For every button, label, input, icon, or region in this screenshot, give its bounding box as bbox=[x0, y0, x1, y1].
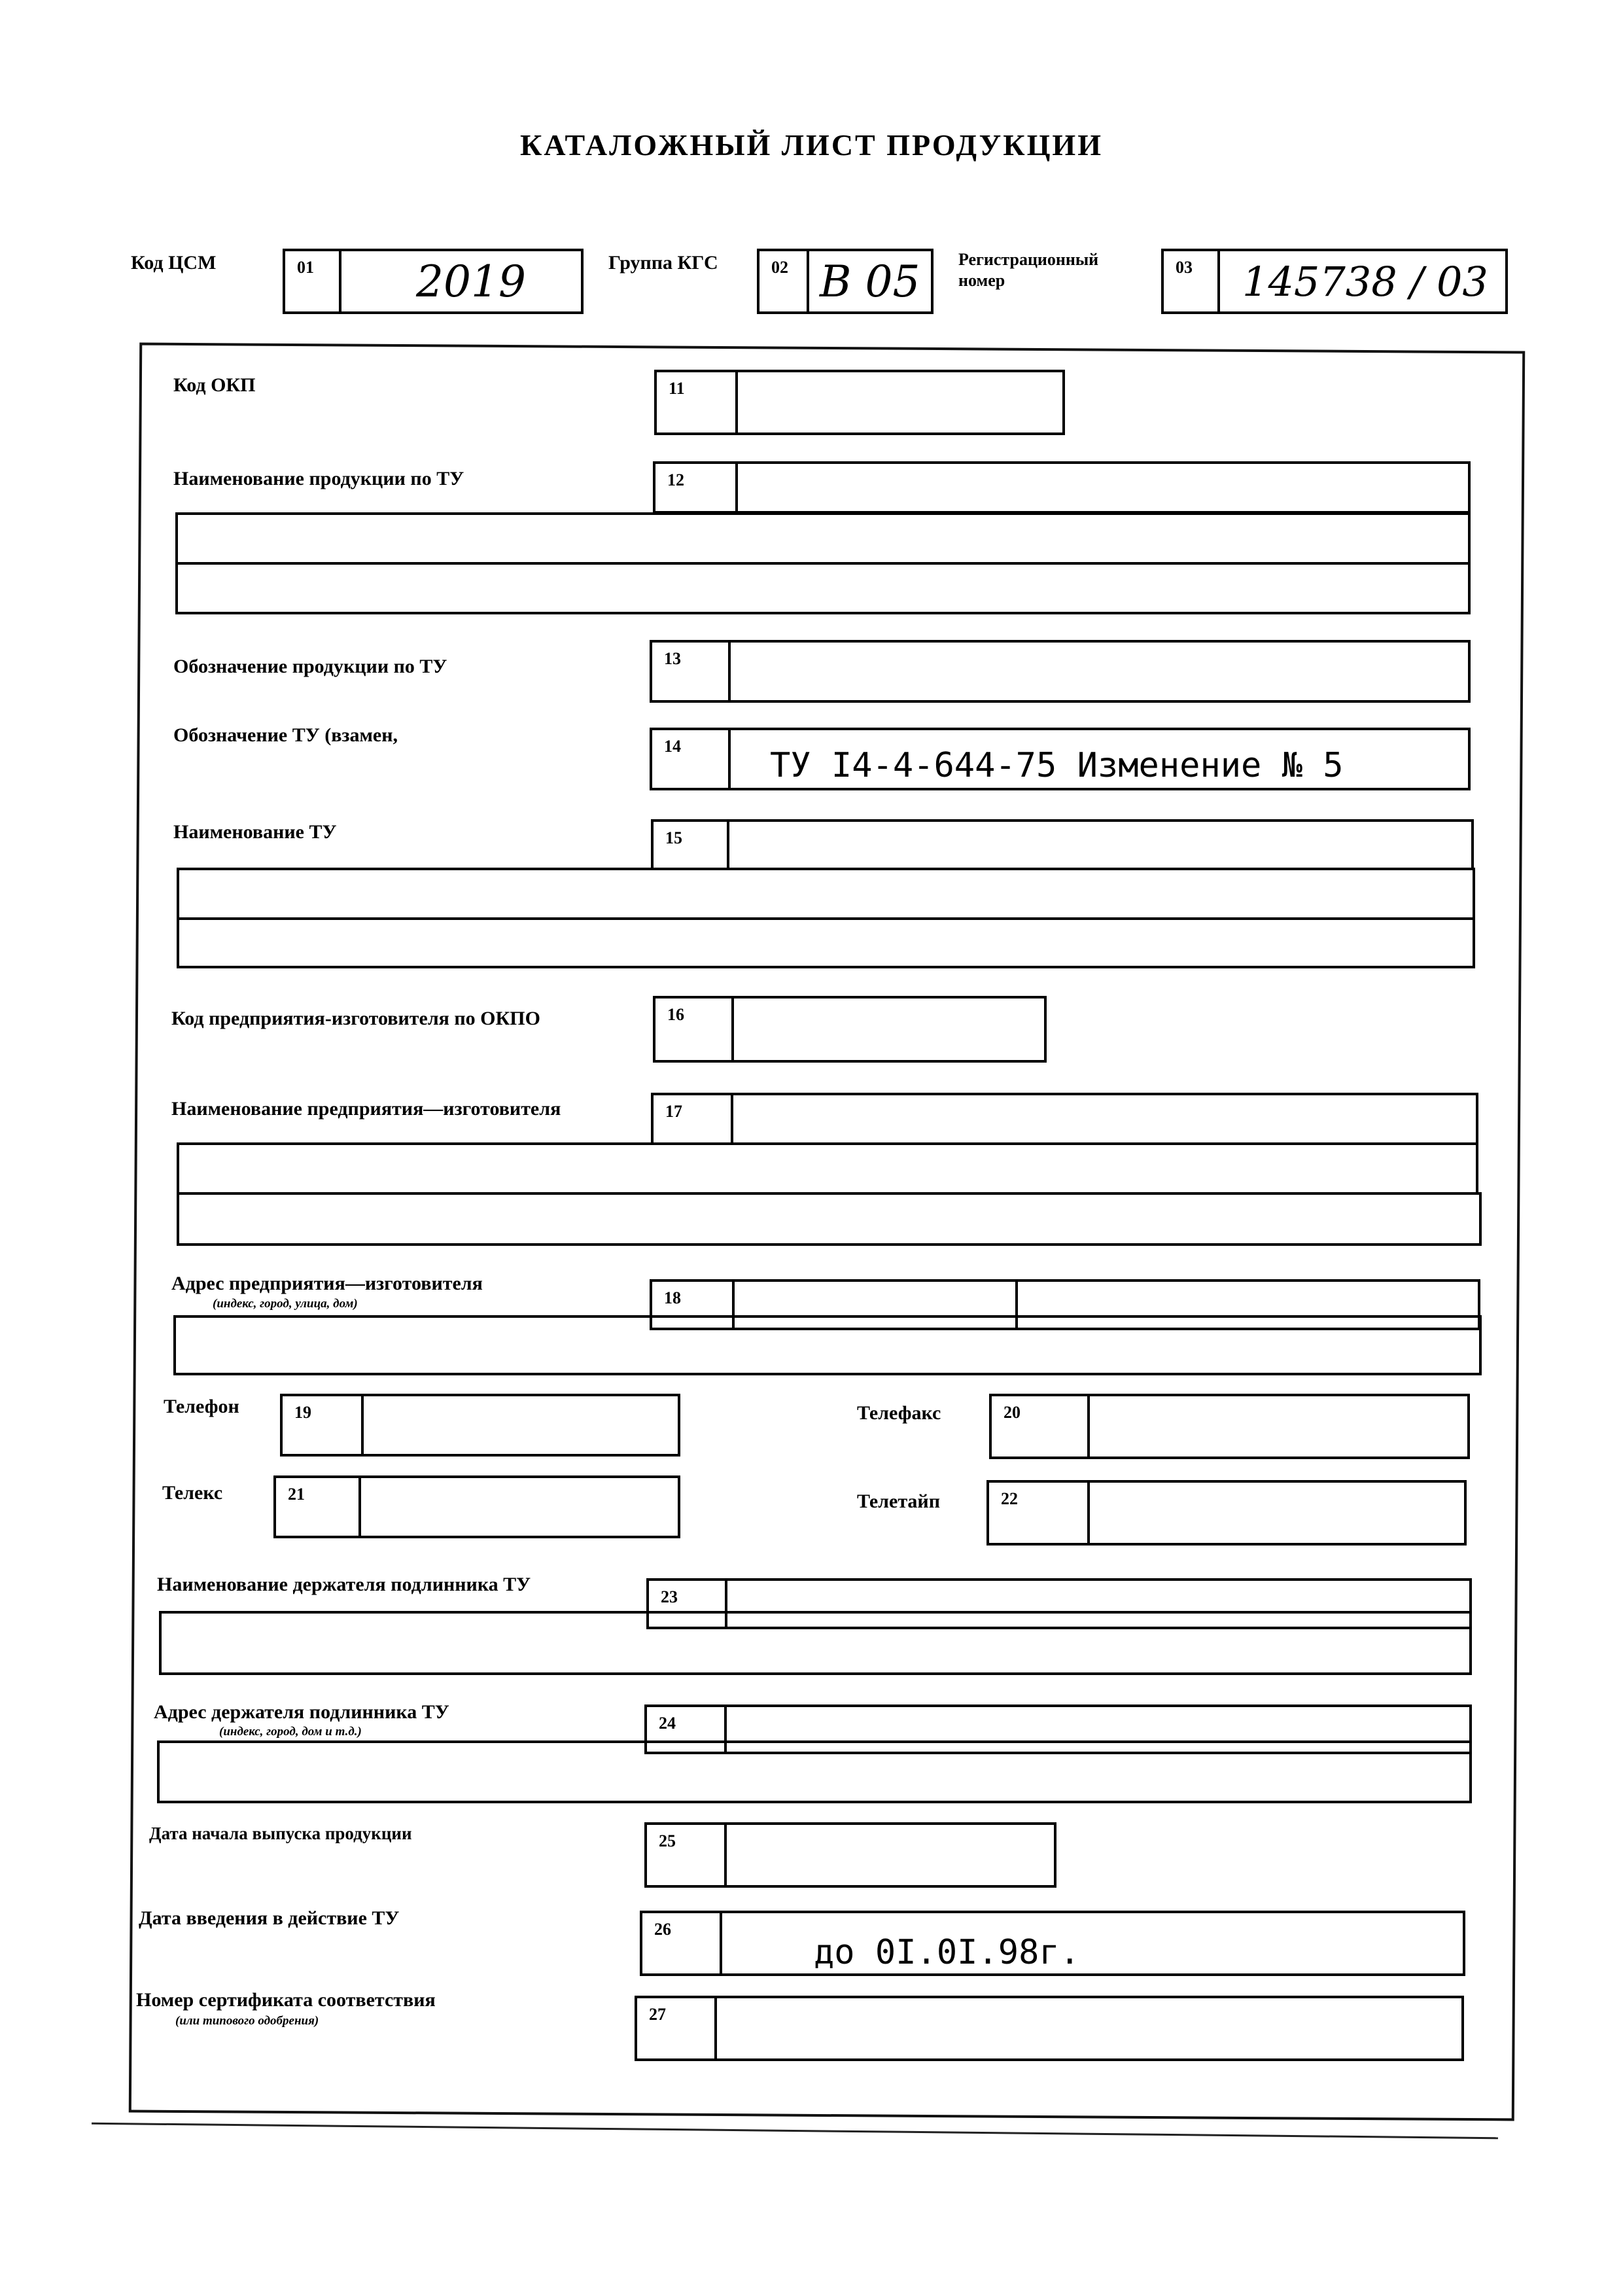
tu-effective-label: Дата введения в действие ТУ bbox=[139, 1907, 400, 1929]
okpo-field-number: 16 bbox=[655, 998, 734, 1060]
reg-field-value: 145738 / 03 bbox=[1242, 257, 1488, 306]
holder-address-field-number: 24 bbox=[647, 1707, 727, 1752]
product-designation-label: Обозначение продукции по ТУ bbox=[173, 656, 447, 677]
okpo-field[interactable] bbox=[653, 996, 1047, 1063]
page-bottom-rule bbox=[92, 2123, 1498, 2140]
maker-name-label: Наименование предприятия—изготовителя bbox=[171, 1098, 561, 1120]
tu-designation-field-number: 14 bbox=[652, 730, 731, 788]
reg-field[interactable] bbox=[1161, 249, 1508, 314]
fax-field-number: 20 bbox=[992, 1396, 1090, 1457]
tu-designation-field-value: ТУ I4-4-644-75 Изменение № 5 bbox=[770, 746, 1344, 785]
kgs-field-number: 02 bbox=[759, 251, 809, 311]
teletype-label: Телетайп bbox=[857, 1491, 941, 1512]
tu-name-field-number: 15 bbox=[654, 822, 729, 868]
product-name-label: Наименование продукции по ТУ bbox=[173, 468, 464, 489]
kgs-field-value: В 05 bbox=[820, 256, 920, 307]
maker-name-field[interactable] bbox=[651, 1093, 1478, 1145]
csm-field[interactable] bbox=[283, 249, 584, 314]
maker-address-label: Адрес предприятия—изготовителя bbox=[171, 1273, 483, 1294]
production-start-field[interactable] bbox=[644, 1822, 1056, 1888]
maker-name-field-number: 17 bbox=[654, 1095, 733, 1142]
tu-name-field[interactable] bbox=[651, 819, 1474, 870]
csm-field-number: 01 bbox=[285, 251, 341, 311]
certificate-field[interactable] bbox=[635, 1996, 1464, 2061]
maker-address-sublabel: (индекс, город, улица, дом) bbox=[213, 1297, 358, 1311]
product-designation-field[interactable] bbox=[650, 640, 1471, 703]
tu-name-line-3[interactable] bbox=[177, 917, 1475, 968]
certificate-sublabel: (или типового одобрения) bbox=[175, 2014, 319, 2028]
production-start-label: Дата начала выпуска продукции bbox=[149, 1824, 412, 1843]
production-start-field-number: 25 bbox=[647, 1825, 727, 1885]
phone-field[interactable] bbox=[280, 1394, 680, 1457]
okp-field-number: 11 bbox=[657, 372, 738, 433]
holder-address-label: Адрес держателя подлинника ТУ bbox=[154, 1701, 449, 1723]
maker-address-line-2[interactable] bbox=[173, 1315, 1482, 1375]
csm-label: Код ЦСМ bbox=[131, 252, 217, 274]
okpo-label: Код предприятия-изготовителя по ОКПО bbox=[171, 1008, 540, 1029]
tu-name-line-2[interactable] bbox=[177, 868, 1475, 920]
reg-label-line2: номер bbox=[958, 271, 1005, 290]
kgs-label: Группа КГС bbox=[608, 252, 718, 274]
fax-field[interactable] bbox=[989, 1394, 1470, 1459]
product-designation-field-number: 13 bbox=[652, 643, 731, 700]
tu-effective-field-number: 26 bbox=[642, 1913, 722, 1973]
tu-designation-field[interactable] bbox=[650, 728, 1471, 790]
product-name-field[interactable] bbox=[653, 461, 1471, 514]
tu-name-label: Наименование ТУ bbox=[173, 821, 337, 843]
tu-effective-field-value: до 0I.0I.98г. bbox=[814, 1933, 1080, 1972]
kgs-field[interactable] bbox=[757, 249, 934, 314]
certificate-field-number: 27 bbox=[637, 1998, 717, 2058]
fax-label: Телефакс bbox=[857, 1402, 941, 1424]
phone-label: Телефон bbox=[164, 1396, 239, 1417]
telex-label: Телекс bbox=[162, 1482, 223, 1504]
reg-field-number: 03 bbox=[1164, 251, 1220, 311]
tu-designation-label: Обозначение ТУ (взамен, bbox=[173, 724, 398, 746]
phone-field-number: 19 bbox=[283, 1396, 364, 1454]
holder-address-sublabel: (индекс, город, дом и т.д.) bbox=[219, 1725, 362, 1739]
product-name-line-2[interactable] bbox=[175, 512, 1471, 565]
product-name-line-3[interactable] bbox=[175, 562, 1471, 614]
holder-name-line-2[interactable] bbox=[159, 1611, 1472, 1675]
okp-field[interactable] bbox=[654, 370, 1065, 435]
holder-address-line-2[interactable] bbox=[157, 1740, 1472, 1803]
teletype-field[interactable] bbox=[986, 1480, 1467, 1545]
page-title: КАТАЛОЖНЫЙ ЛИСТ ПРОДУКЦИИ bbox=[520, 128, 1103, 162]
telex-field-number: 21 bbox=[276, 1478, 361, 1536]
okp-label: Код ОКП bbox=[173, 374, 256, 396]
holder-name-label: Наименование держателя подлинника ТУ bbox=[157, 1574, 531, 1595]
tu-effective-field[interactable] bbox=[640, 1911, 1465, 1976]
maker-name-line-3[interactable] bbox=[177, 1192, 1482, 1246]
reg-label-line1: Регистрационный bbox=[958, 250, 1099, 269]
product-name-field-number: 12 bbox=[655, 464, 738, 511]
maker-name-line-2[interactable] bbox=[177, 1142, 1478, 1195]
maker-address-field-number: 18 bbox=[652, 1282, 735, 1328]
certificate-label: Номер сертификата соответствия bbox=[136, 1989, 436, 2011]
holder-name-field-number: 23 bbox=[649, 1581, 727, 1627]
teletype-field-number: 22 bbox=[989, 1483, 1090, 1543]
csm-field-value: 2019 bbox=[416, 256, 526, 307]
telex-field[interactable] bbox=[273, 1475, 680, 1538]
